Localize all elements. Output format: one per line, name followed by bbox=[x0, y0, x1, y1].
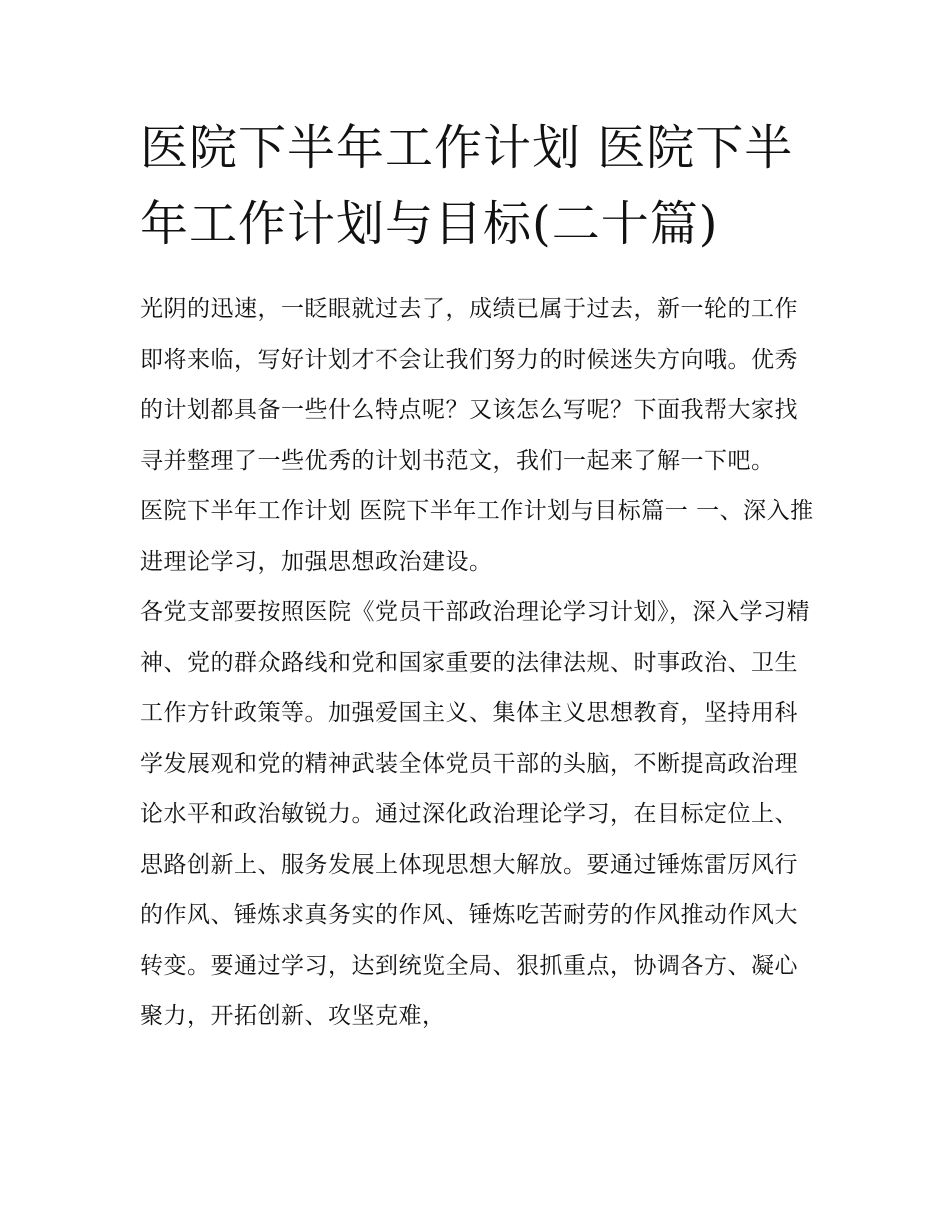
paragraph-intro: 光阴的迅速，一眨眼就过去了，成绩已属于过去，新一轮的工作即将来临，写好计划才不会让我们努力的时候迷失方向哦。优秀的计划都具备一些什么特点呢？又该怎么写呢？下面我帮大家找寻并整理了一些优秀的计划书范文，我们一起来了解一下吧。 bbox=[140, 296, 798, 474]
document-body bbox=[140, 110, 820, 1042]
paragraph-section-one-heading: 医院下半年工作计划 医院下半年工作计划与目标篇一 一、深入推进理论学习，加强思想政治建设。 bbox=[140, 498, 814, 575]
paragraph-section-one-body: 各党支部要按照医院《党员干部政治理论学习计划》，深入学习精神、党的群众路线和党和国家重要的法律法规、时事政治、卫生工作方针政策等。加强爱国主义、集体主义思想教育，坚持用科学发展观和党的精神武装全体党员干部的头脑，不断提高政治理论水平和政治敏锐力。通过深化政治理论学习，在目标定位上、思路创新上、服务发展上体现思想大解放。要通过锤炼雷厉风行的作风、锤炼求真务实的作风、锤炼吃苦耐劳的作风推动作风大转变。要通过学习，达到统览全局、狠抓重点，协调各方、凝心聚力，开拓创新、攻坚克难， bbox=[140, 599, 810, 1029]
document-title: 医院下半年工作计划 医院下半年工作计划与目标(二十篇) bbox=[140, 120, 794, 252]
